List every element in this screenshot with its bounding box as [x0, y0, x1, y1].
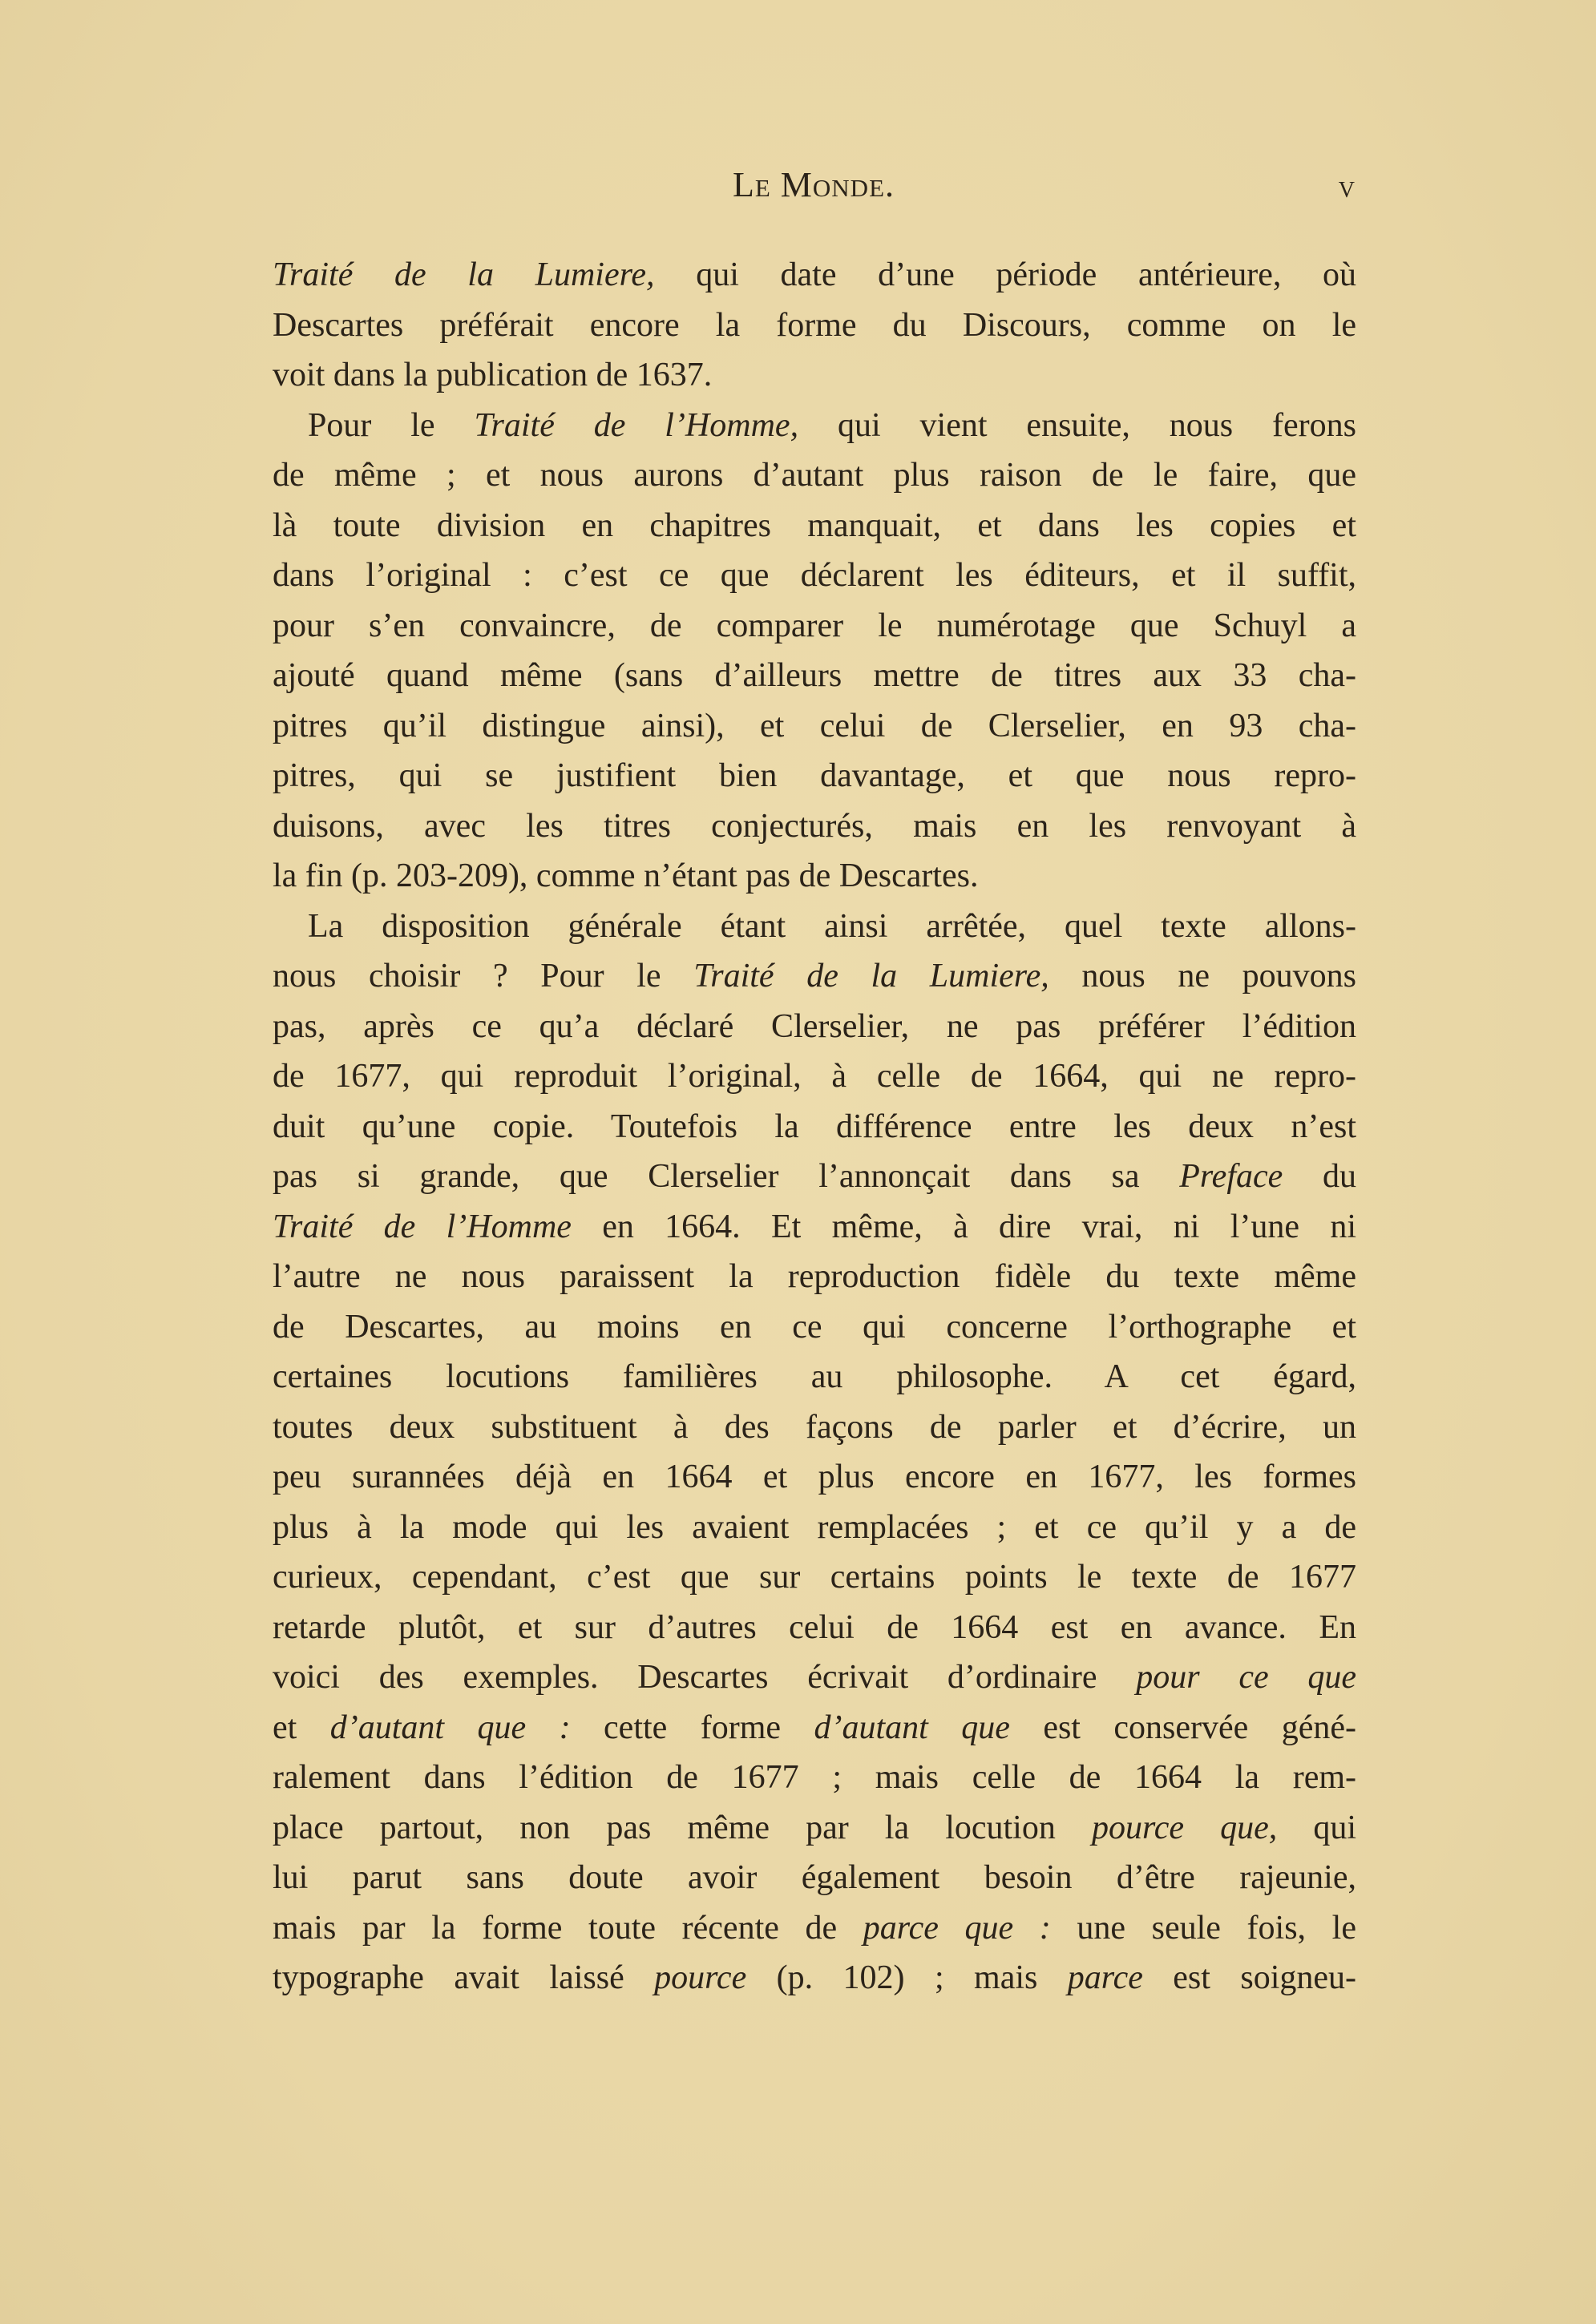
text-segment: retarde plutôt, et sur d’autres celui de 1664 est en avance. En — [273, 1608, 1356, 1646]
text-line — [273, 1603, 1356, 1653]
text-segment: duit qu’une copie. Toutefois la différence entre les deux n’est — [273, 1108, 1356, 1145]
text-line — [273, 1402, 1356, 1453]
text-segment: Pour le — [308, 406, 475, 444]
text-segment: de 1677, qui reproduit l’original, à celle de 1664, qui ne repro- — [273, 1058, 1356, 1095]
text-line — [273, 350, 1356, 401]
text-segment: dans l’original : c’est ce que déclarent les éditeurs, et il suffit, — [273, 557, 1356, 594]
text-line — [273, 401, 1356, 451]
text-line — [273, 1302, 1356, 1353]
italic-title-text: Traité de la Lumiere, — [273, 256, 655, 293]
text-line — [273, 701, 1356, 752]
text-segment: ajouté quand même (sans d’ailleurs mettre de titres aux 33 cha- — [273, 657, 1356, 694]
text-segment: là toute division en chapitres manquait, et dans les copies et — [273, 506, 1356, 544]
text-segment: plus à la mode qui les avaient remplacées ; et ce qu’il y a de — [273, 1508, 1356, 1546]
text-line — [273, 601, 1356, 652]
text-line — [273, 450, 1356, 501]
page-number: v — [1338, 168, 1355, 204]
text-segment: toutes deux substituent à des façons de parler et d’écrire, un — [273, 1408, 1356, 1446]
text-line — [273, 301, 1356, 351]
italic-title-text: parce — [1067, 1959, 1143, 1996]
italic-title-text: pour ce que — [1136, 1659, 1356, 1696]
text-line — [273, 1953, 1356, 2003]
body-text — [273, 250, 1356, 2003]
text-segment: voit dans la publication de 1637. — [273, 357, 713, 393]
text-line — [273, 1753, 1356, 1803]
text-line — [273, 551, 1356, 601]
text-segment: curieux, cependant, c’est que sur certains points le texte de 1677 — [273, 1559, 1356, 1596]
italic-title-text: Traité de l’Homme, — [474, 406, 799, 444]
text-segment: peu surannées déjà en 1664 et plus encore en 1677, les formes — [273, 1459, 1356, 1495]
text-segment: typographe avait laissé — [273, 1959, 655, 1996]
text-line — [273, 1803, 1356, 1854]
text-line — [273, 951, 1356, 1002]
text-segment: pitres, qui se justifient bien davantage, et que nous repro- — [273, 757, 1356, 794]
text-segment: la fin (p. 203-209), comme n’étant pas de Descartes. — [273, 857, 979, 894]
text-line — [273, 1152, 1356, 1202]
text-segment: de même ; et nous aurons d’autant plus raison de le faire, que — [273, 457, 1356, 494]
text-line — [273, 1703, 1356, 1753]
text-segment: en 1664. Et même, à dire vrai, ni l’une ni — [571, 1208, 1356, 1245]
text-line — [273, 1102, 1356, 1152]
italic-title-text: Traité de l’Homme — [273, 1208, 572, 1245]
running-head — [273, 164, 1355, 212]
text-segment: est soigneu- — [1142, 1959, 1357, 1996]
text-line — [273, 501, 1356, 551]
text-segment: pas, après ce qu’a déclaré Clerselier, ne pas préférer l’édition — [273, 1007, 1356, 1045]
text-segment: ralement dans l’édition de 1677 ; mais celle de 1664 la rem- — [273, 1759, 1356, 1796]
text-line — [273, 1903, 1356, 1954]
text-segment: une seule fois, le — [1050, 1909, 1356, 1947]
text-segment: certaines locutions familières au philosophe. A cet égard, — [273, 1358, 1356, 1395]
text-segment: est conservée géné- — [1009, 1709, 1357, 1746]
text-line — [273, 1002, 1356, 1052]
text-segment: l’autre ne nous paraissent la reproduction fidèle du texte même — [273, 1258, 1356, 1295]
text-segment: Descartes préférait encore la forme du Discours, comme on le — [273, 306, 1356, 344]
text-segment: La disposition générale étant ainsi arrêtée, quel texte allons- — [308, 907, 1356, 945]
text-segment: pas si grande, que Clerselier l’annonçait dans sa — [273, 1158, 1180, 1195]
text-line — [273, 651, 1356, 701]
italic-title-text: d’autant que — [814, 1709, 1010, 1746]
italic-title-text: d’autant que : — [329, 1709, 571, 1746]
italic-title-text: Preface — [1179, 1158, 1283, 1195]
text-line — [273, 1452, 1356, 1503]
text-segment: qui date d’une période antérieure, où — [654, 256, 1356, 293]
text-segment: pitres qu’il distingue ainsi), et celui de Clerselier, en 93 cha- — [273, 707, 1356, 744]
text-line — [273, 1202, 1356, 1253]
text-line — [273, 1503, 1356, 1553]
text-segment: pour s’en convaincre, de comparer le numérotage que Schuyl a — [273, 607, 1356, 644]
text-line — [273, 801, 1356, 852]
text-segment: place partout, non pas même par la locution — [273, 1809, 1092, 1846]
text-line — [273, 851, 1356, 902]
text-line — [273, 1853, 1356, 1903]
text-line — [273, 1051, 1356, 1102]
text-segment: nous choisir ? Pour le — [273, 958, 694, 995]
text-segment: de Descartes, au moins en ce qui concerne l’orthographe et — [273, 1308, 1356, 1346]
text-segment: (p. 102) ; mais — [746, 1959, 1068, 1996]
text-line — [273, 751, 1356, 801]
text-segment: qui — [1277, 1809, 1356, 1846]
text-segment: et — [273, 1709, 330, 1746]
text-segment: voici des exemples. Descartes écrivait d’ordinaire — [273, 1659, 1137, 1696]
text-segment: nous ne pouvons — [1049, 958, 1357, 995]
italic-title-text: pource — [654, 1959, 747, 1996]
running-title: Le Monde. — [732, 165, 895, 204]
italic-title-text: parce que : — [863, 1909, 1051, 1947]
text-line — [273, 250, 1356, 301]
text-segment: cette forme — [570, 1709, 814, 1746]
text-line — [273, 1352, 1356, 1402]
text-line — [273, 1552, 1356, 1603]
text-segment: du — [1283, 1158, 1356, 1195]
italic-title-text: Traité de la Lumiere, — [693, 958, 1049, 995]
text-line — [273, 1652, 1356, 1703]
text-segment: qui vient ensuite, nous ferons — [798, 406, 1357, 444]
text-segment: mais par la forme toute récente de — [273, 1909, 863, 1947]
text-segment: duisons, avec les titres conjecturés, mais en les renvoyant à — [273, 807, 1356, 845]
text-line — [273, 902, 1356, 952]
text-segment: lui parut sans doute avoir également besoin d’être rajeunie, — [273, 1859, 1356, 1896]
text-line — [273, 1252, 1356, 1302]
italic-title-text: pource que, — [1091, 1809, 1278, 1846]
